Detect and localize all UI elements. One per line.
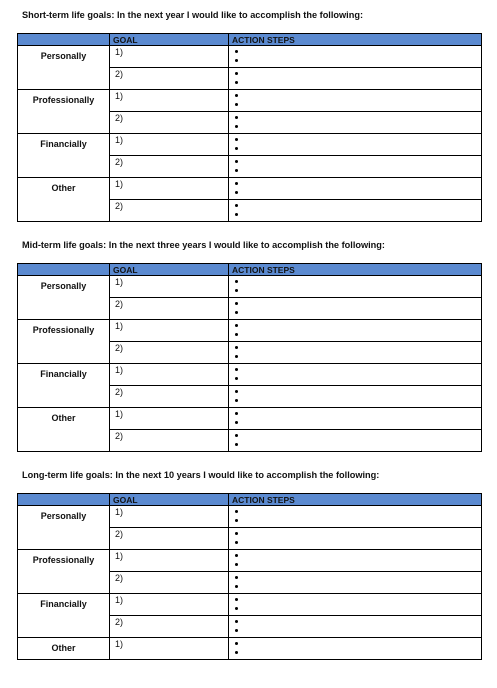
bullet-icon [235,629,238,632]
goal-entry-cell[interactable]: 1) [110,320,229,342]
goal-entry-cell[interactable]: 1) [110,364,229,386]
action-steps-cell[interactable] [229,134,482,156]
bullet-icon [235,585,238,588]
bullet-icon [235,554,238,557]
goal-row [18,550,482,572]
bullet-icon [235,324,238,327]
goals-table [17,263,482,452]
action-steps-cell[interactable] [229,298,482,320]
action-steps-column-header: ACTION STEPS [229,34,482,46]
goal-column-header: GOAL [110,34,229,46]
bullet-icon [235,333,238,336]
bullet-icon [235,160,238,163]
bullet-icon [235,576,238,579]
goal-entry-cell[interactable]: 2) [110,298,229,320]
bullet-icon [235,412,238,415]
goal-column-header: GOAL [110,264,229,276]
bullet-icon [235,59,238,62]
table-header-row [18,34,482,46]
bullet-icon [235,311,238,314]
table-header-row [18,264,482,276]
bullet-icon [235,563,238,566]
action-steps-cell[interactable] [229,112,482,134]
action-steps-cell[interactable] [229,638,482,660]
goal-row [18,276,482,298]
section-heading: Mid-term life goals: In the next three years I would like to accomplish the following: [22,240,385,250]
section-heading: Long-term life goals: In the next 10 years I would like to accomplish the following: [22,470,380,480]
bullet-icon [235,72,238,75]
goal-row [18,594,482,616]
category-label: Financially [18,594,110,638]
goal-entry-cell[interactable]: 2) [110,156,229,178]
goal-row [18,46,482,68]
action-steps-cell[interactable] [229,550,482,572]
action-steps-cell[interactable] [229,594,482,616]
goal-row [18,638,482,660]
action-steps-cell[interactable] [229,386,482,408]
bullet-icon [235,541,238,544]
bullet-icon [235,289,238,292]
category-label: Professionally [18,550,110,594]
action-steps-cell[interactable] [229,178,482,200]
bullet-icon [235,532,238,535]
action-steps-cell[interactable] [229,572,482,594]
category-label: Other [18,638,110,660]
category-label: Other [18,408,110,452]
action-steps-cell[interactable] [229,320,482,342]
goal-entry-cell[interactable]: 2) [110,572,229,594]
goal-entry-cell[interactable]: 1) [110,46,229,68]
goal-row [18,506,482,528]
goal-column-header: GOAL [110,494,229,506]
bullet-icon [235,204,238,207]
action-steps-column-header: ACTION STEPS [229,264,482,276]
bullet-icon [235,94,238,97]
bullet-icon [235,50,238,53]
table-header-row [18,494,482,506]
bullet-icon [235,191,238,194]
goals-table [17,493,482,660]
action-steps-cell[interactable] [229,276,482,298]
goal-row [18,364,482,386]
bullet-icon [235,280,238,283]
bullet-icon [235,346,238,349]
bullet-icon [235,434,238,437]
goal-entry-cell[interactable]: 1) [110,550,229,572]
goal-entry-cell[interactable]: 2) [110,386,229,408]
bullet-icon [235,81,238,84]
goal-entry-cell[interactable]: 1) [110,506,229,528]
goal-entry-cell[interactable]: 1) [110,638,229,660]
action-steps-cell[interactable] [229,68,482,90]
category-label: Financially [18,364,110,408]
bullet-icon [235,651,238,654]
bullet-icon [235,377,238,380]
goal-entry-cell[interactable]: 1) [110,178,229,200]
goal-entry-cell[interactable]: 2) [110,68,229,90]
goal-row [18,320,482,342]
goals-table [17,33,482,222]
bullet-icon [235,138,238,141]
bullet-icon [235,642,238,645]
action-steps-cell[interactable] [229,408,482,430]
header-blank-cell [18,494,110,506]
goal-entry-cell[interactable]: 2) [110,528,229,550]
goal-entry-cell[interactable]: 1) [110,408,229,430]
bullet-icon [235,598,238,601]
bullet-icon [235,169,238,172]
action-steps-cell[interactable] [229,528,482,550]
goal-row [18,178,482,200]
goal-entry-cell[interactable]: 2) [110,200,229,222]
action-steps-cell[interactable] [229,156,482,178]
action-steps-cell[interactable] [229,342,482,364]
bullet-icon [235,125,238,128]
bullet-icon [235,116,238,119]
action-steps-cell[interactable] [229,90,482,112]
action-steps-cell[interactable] [229,616,482,638]
goal-entry-cell[interactable]: 1) [110,90,229,112]
category-label: Professionally [18,320,110,364]
goal-row [18,90,482,112]
header-blank-cell [18,34,110,46]
bullet-icon [235,213,238,216]
goal-entry-cell[interactable]: 1) [110,276,229,298]
action-steps-cell[interactable] [229,506,482,528]
bullet-icon [235,607,238,610]
header-blank-cell [18,264,110,276]
category-label: Personally [18,506,110,550]
goal-entry-cell[interactable]: 2) [110,342,229,364]
bullet-icon [235,147,238,150]
action-steps-cell[interactable] [229,364,482,386]
goal-entry-cell[interactable]: 2) [110,430,229,452]
bullet-icon [235,510,238,513]
action-steps-cell[interactable] [229,200,482,222]
category-label: Financially [18,134,110,178]
category-label: Other [18,178,110,222]
category-label: Personally [18,276,110,320]
bullet-icon [235,399,238,402]
category-label: Professionally [18,90,110,134]
action-steps-column-header: ACTION STEPS [229,494,482,506]
goal-entry-cell[interactable]: 1) [110,134,229,156]
bullet-icon [235,103,238,106]
bullet-icon [235,443,238,446]
goal-entry-cell[interactable]: 2) [110,616,229,638]
action-steps-cell[interactable] [229,46,482,68]
bullet-icon [235,421,238,424]
action-steps-cell[interactable] [229,430,482,452]
bullet-icon [235,302,238,305]
category-label: Personally [18,46,110,90]
bullet-icon [235,519,238,522]
bullet-icon [235,368,238,371]
bullet-icon [235,355,238,358]
goal-entry-cell[interactable]: 2) [110,112,229,134]
section-heading: Short-term life goals: In the next year I would like to accomplish the following: [22,10,364,20]
goal-entry-cell[interactable]: 1) [110,594,229,616]
bullet-icon [235,620,238,623]
bullet-icon [235,390,238,393]
goal-row [18,408,482,430]
bullet-icon [235,182,238,185]
goal-row [18,134,482,156]
